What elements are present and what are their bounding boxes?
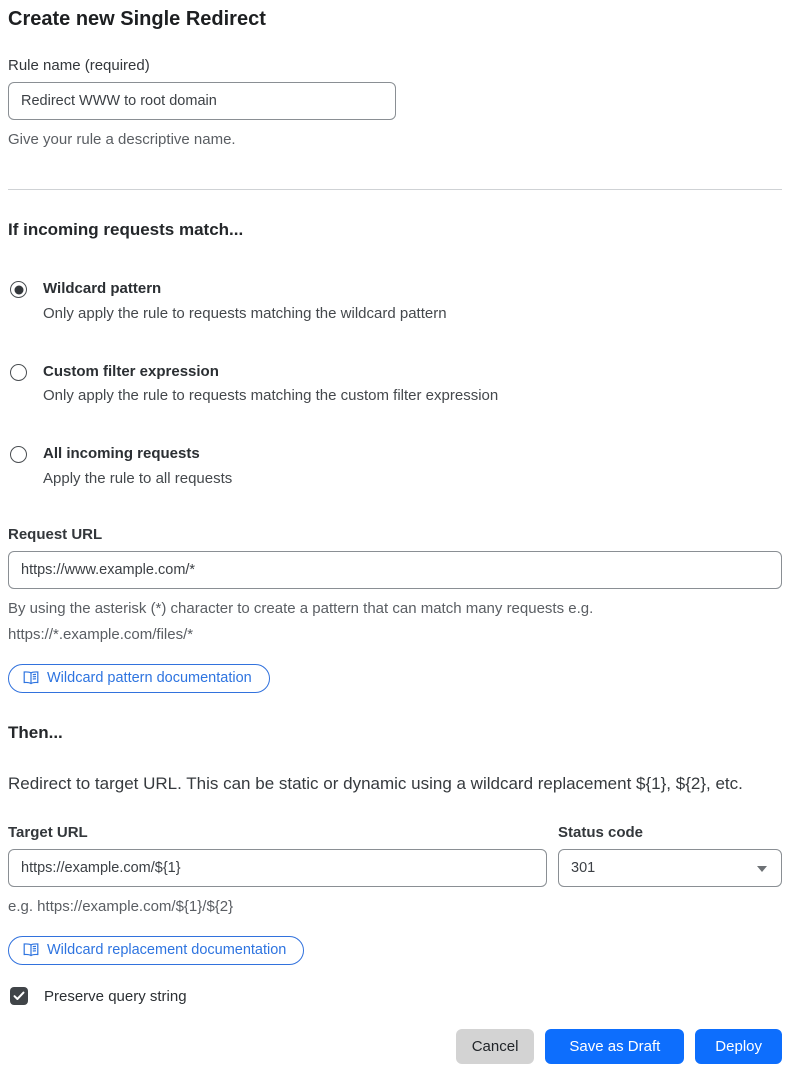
radio-button-icon[interactable] <box>10 281 27 298</box>
match-section-heading: If incoming requests match... <box>8 220 782 240</box>
radio-option-all-requests[interactable] <box>8 443 782 491</box>
request-url-input[interactable] <box>8 551 782 589</box>
cancel-button[interactable]: Cancel <box>456 1029 535 1064</box>
footer-actions <box>8 1029 782 1072</box>
radio-description: Only apply the rule to requests matching the wildcard pattern <box>43 302 447 326</box>
preserve-query-checkbox-row[interactable] <box>8 987 782 1005</box>
book-icon <box>23 671 39 685</box>
radio-description: Apply the rule to all requests <box>43 467 232 491</box>
wildcard-pattern-docs-label: Wildcard pattern documentation <box>47 670 252 686</box>
target-row <box>8 824 782 887</box>
radio-button-icon[interactable] <box>10 364 27 381</box>
request-url-help: By using the asterisk (*) character to create a pattern that can match many requests e.g. https://*.example.com/files/* <box>8 596 782 649</box>
chevron-down-icon <box>757 866 767 872</box>
then-description: Redirect to target URL. This can be static or dynamic using a wildcard replacement ${1}, ${2}, etc. <box>8 771 782 797</box>
deploy-button[interactable]: Deploy <box>695 1029 782 1064</box>
target-url-label: Target URL <box>8 824 547 841</box>
page-title: Create new Single Redirect <box>8 8 782 31</box>
section-divider <box>8 189 782 190</box>
rule-name-input[interactable] <box>8 82 396 120</box>
then-section-heading: Then... <box>8 723 782 743</box>
wildcard-pattern-docs-button[interactable] <box>8 664 270 693</box>
request-url-section <box>8 526 782 694</box>
radio-button-icon[interactable] <box>10 446 27 463</box>
radio-description: Only apply the rule to requests matching the custom filter expression <box>43 384 498 408</box>
request-url-label: Request URL <box>8 526 782 543</box>
radio-label: Custom filter expression <box>43 361 498 384</box>
checkbox-checked-icon[interactable] <box>10 987 28 1005</box>
radio-option-wildcard-pattern[interactable] <box>8 278 782 326</box>
preserve-query-label: Preserve query string <box>44 988 187 1005</box>
wildcard-replacement-docs-label: Wildcard replacement documentation <box>47 942 286 958</box>
rule-name-label: Rule name (required) <box>8 57 782 74</box>
rule-name-section <box>8 57 782 153</box>
radio-option-custom-filter[interactable] <box>8 361 782 409</box>
status-code-label: Status code <box>558 824 782 841</box>
save-as-draft-button[interactable]: Save as Draft <box>545 1029 684 1064</box>
status-code-value: 301 <box>571 860 595 876</box>
match-type-radio-group <box>8 278 782 491</box>
status-code-section <box>558 824 782 887</box>
target-url-input[interactable] <box>8 849 547 887</box>
radio-label: Wildcard pattern <box>43 278 447 301</box>
radio-label: All incoming requests <box>43 443 232 466</box>
wildcard-replacement-docs-button[interactable] <box>8 936 304 965</box>
book-icon <box>23 943 39 957</box>
target-url-section <box>8 824 547 887</box>
status-code-select[interactable] <box>558 849 782 887</box>
rule-name-help: Give your rule a descriptive name. <box>8 127 782 153</box>
target-url-help: e.g. https://example.com/${1}/${2} <box>8 894 782 920</box>
